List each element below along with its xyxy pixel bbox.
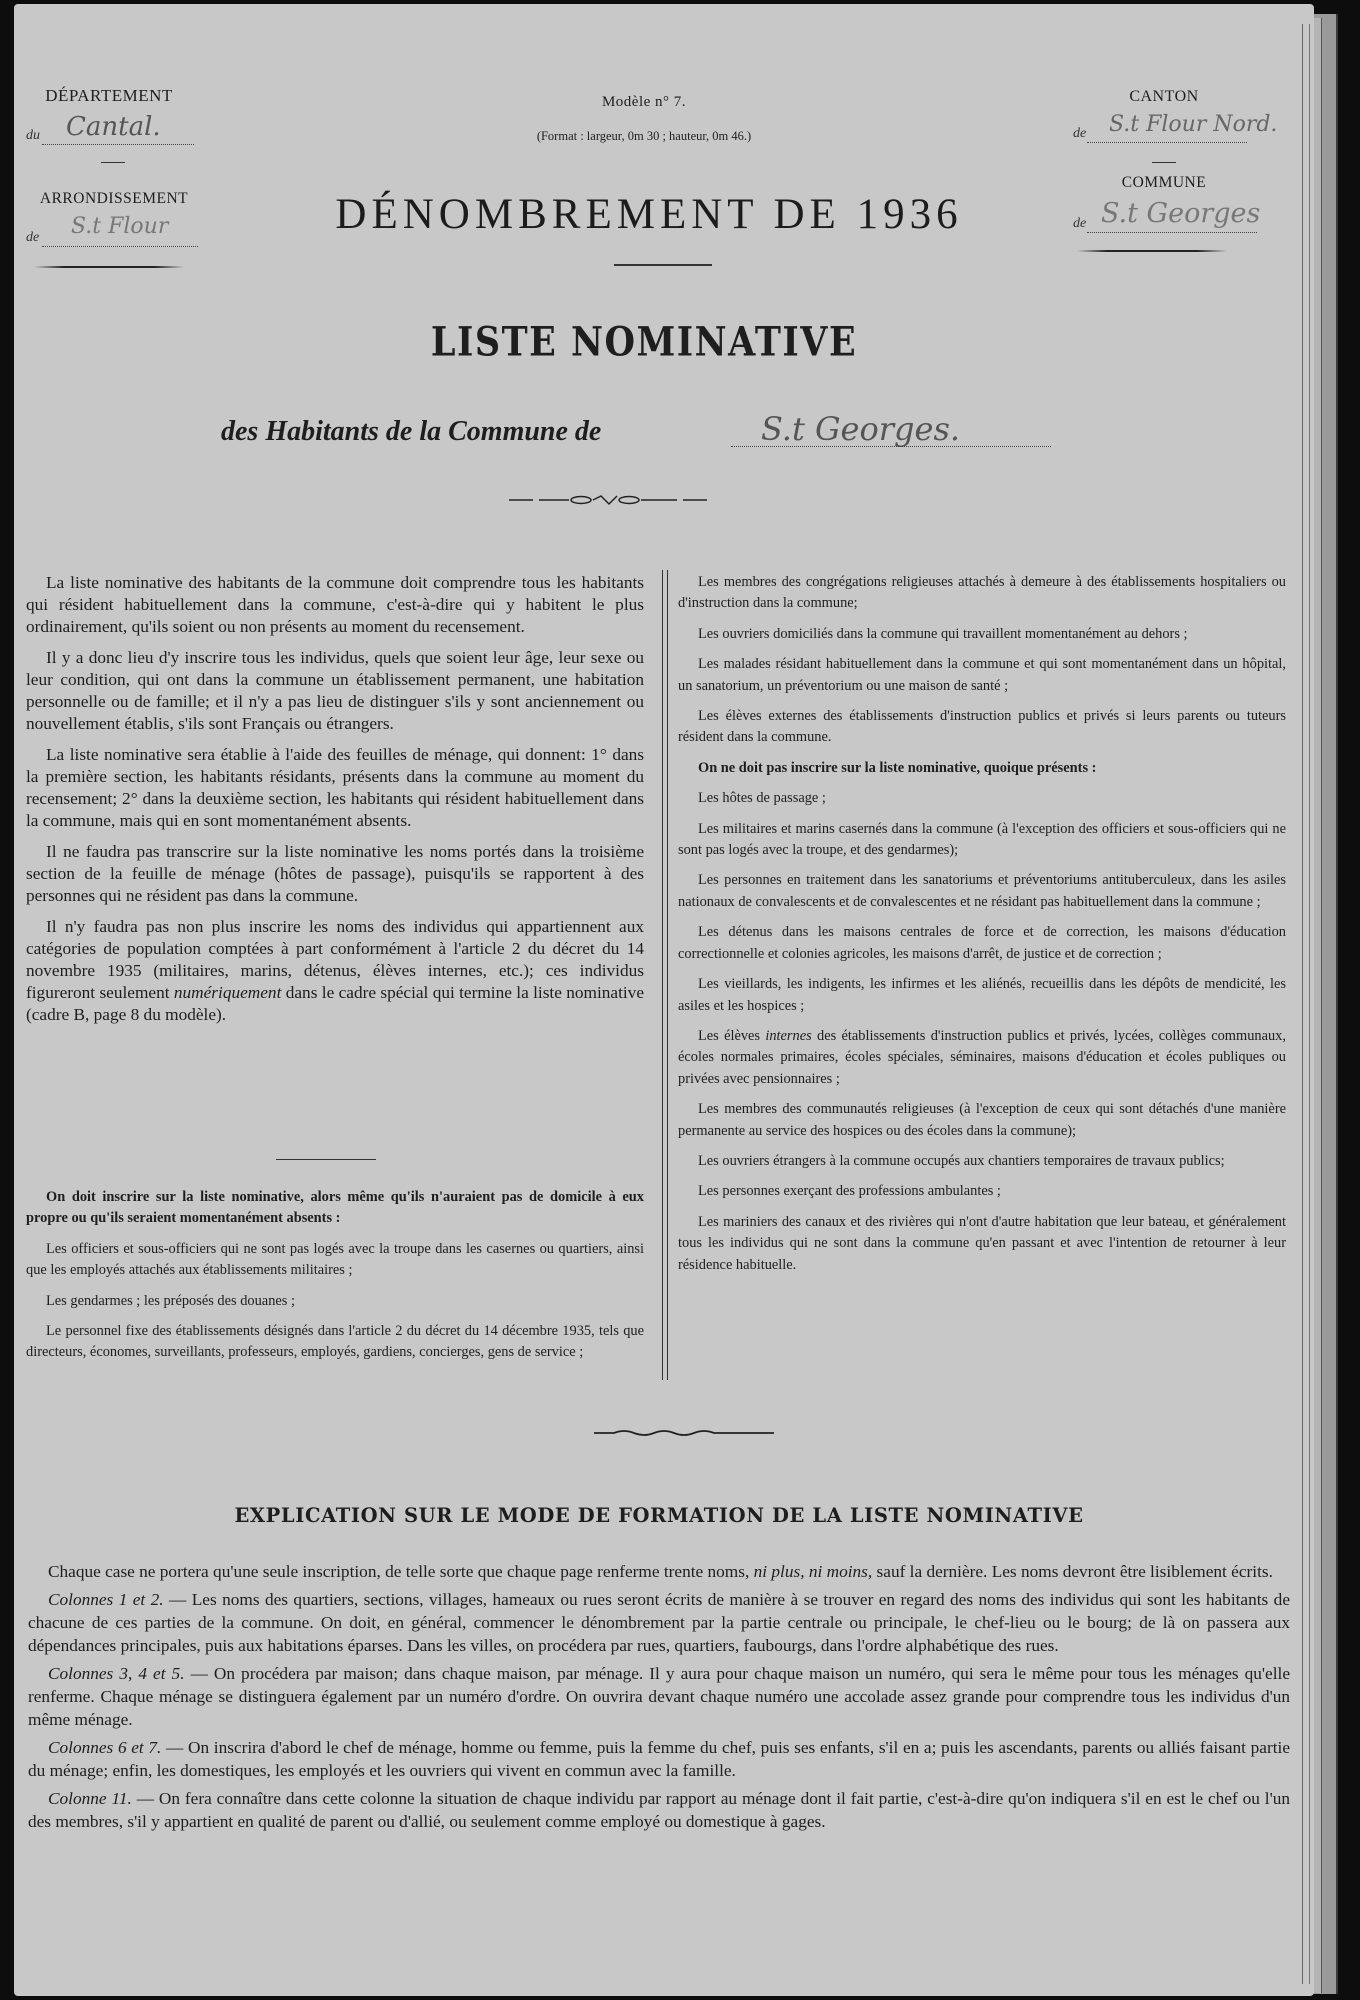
header-flourish-left — [34, 266, 184, 268]
explication-colonnes-1-2 — [28, 1588, 1290, 1657]
commune-field — [1069, 196, 1299, 236]
departement-prefix: du — [26, 128, 40, 143]
ornament-divider-middle — [594, 1424, 774, 1436]
instruction-paragraph: Il y a donc lieu d'y inscrire tous les individus, quels que soient leur âge, leur sexe ou leur condition, qui ont dans la commune un établissement permanent, une habitation personnelle ou de famille; et il n'y a pas lieu de distinguer s'ils y sont anciennement ou nouvellement établis, s'ils sont Français ou étrangers. — [26, 648, 644, 733]
text-run-italic: internes — [765, 1027, 812, 1044]
canton-underline — [1087, 142, 1247, 143]
page-title: DÉNOMBREMENT DE 1936 — [335, 191, 963, 238]
inscrire-item: Le personnel fixe des établissements désignés dans l'article 2 du décret du 14 décembre 1935, tels que directeurs, économes, surveillants, professeurs, employés, gardiens, concierges, gens de service ; — [26, 1323, 644, 1361]
commune-prefix: de — [1073, 216, 1087, 231]
canton-label: CANTON — [1129, 88, 1199, 105]
explication-colonnes-6-7 — [28, 1736, 1290, 1782]
arrondissement-underline — [42, 246, 198, 247]
exclusion-item: Les militaires et marins casernés dans la commune (à l'exception des officiers et sous-officiers qui ne sont pas logés avec la troupe, et des gendarmes); — [678, 820, 1286, 859]
format-note: (Format : largeur, 0m 30 ; hauteur, 0m 46.) — [536, 129, 752, 143]
liste-subtitle-row — [221, 412, 1121, 462]
title-underline — [614, 264, 712, 266]
text-run: — On inscrira d'abord le chef de ménage, homme ou femme, puis la femme du chef, puis ses enfants, s'il en a; puis les ascendants, parents ou alliés faisant partie du ménage; enfin, les domestiques, les employés et les ouvriers qui vivent en commun avec la famille. — [28, 1738, 1290, 1780]
exclusion-item: Les mariniers des canaux et des rivières qui n'ont d'autre habitation que leur bateau, et généralement tous les individus qui ne sont dans la commune qu'en passant et avec l'intention de retourner à leur résidence habituelle. — [678, 1213, 1286, 1273]
departement-label: DÉPARTEMENT — [45, 86, 173, 105]
text-run-italic: numériquement — [173, 983, 282, 1002]
text-run: dans le cadre spécial qui termine la liste nominative (cadre B, page 8 du modèle). — [26, 983, 644, 1024]
instruction-paragraph: La liste nominative des habitants de la commune doit comprendre tous les habitants qui résident habituellement dans la commune, c'est-à-dire qui y habitent le plus ordinairement, qu'ils soient ou non présents au moment du recensement. — [26, 573, 644, 636]
commune-underline — [1087, 232, 1257, 233]
inscrire-item: Les élèves externes des établissements d'instruction publics et privés si leurs parents ou tuteurs résident dans la commune. — [678, 708, 1286, 746]
text-run-italic: ni plus, ni moins, — [753, 1562, 873, 1581]
exclusion-item: Les détenus dans les maisons centrales de force et de correction, les maisons d'éducation correctionnelle et colonies agricoles, les maisons d'arrêt, de justice et de correction ; — [678, 924, 1286, 962]
census-form-page — [14, 4, 1314, 1996]
commune-label: COMMUNE — [1121, 174, 1207, 191]
liste-subtitle: des Habitants de la Commune de — [221, 416, 602, 447]
header-dash — [101, 162, 125, 163]
column-reference: Colonne 11. — [48, 1789, 132, 1808]
exclusion-item: Les vieillards, les indigents, les infirmes et les aliénés, recueillis dans les dépôts de mendicité, les asiles et les hospices ; — [678, 976, 1286, 1014]
text-run: — On fera connaître dans cette colonne la situation de chaque individu par rapport au ménage dont il fait partie, c'est-à-dire qu'on indiquera s'il en est le chef ou l'un des membres, s'il y appartient en qualité de parent ou d'allié, ou seulement comme employé ou domestique à gages. — [28, 1789, 1290, 1831]
inscrire-item: Les membres des congrégations religieuses attachés à demeure à des établissements hospitaliers ou d'instruction dans la commune; — [678, 574, 1286, 612]
instruction-paragraph-cadre-b — [26, 916, 644, 1026]
ne-pas-inscrire-heading: On ne doit pas inscrire sur la liste nominative, quoique présents : — [698, 759, 1097, 776]
header-dash-right — [1152, 162, 1176, 163]
liste-nominative-title: LISTE NOMINATIVE — [430, 318, 858, 367]
text-run: — Les noms des quartiers, sections, villages, hameaux ou rues seront écrits de manière à se trouver en regard des noms des individus qui sont les habitants de chacune de ces parties de la commune. On doit, en général, commencer le dénombrement par la partie centrale ou principale, le chef-lieu ou le bourg; de là on passera aux dépendances principales, puis aux habitations éparses. Dans les villes, on procédera par rues, quartiers, faubourgs, dans l'ordre alphabétique des rues. — [28, 1590, 1290, 1655]
inscrire-section — [26, 1187, 644, 1373]
departement-underline — [42, 144, 194, 145]
header-flourish-right — [1077, 250, 1227, 252]
text-run: sauf la dernière. Les noms devront être lisiblement écrits. — [876, 1562, 1273, 1581]
inscrire-heading: On doit inscrire sur la liste nominative, alors même qu'ils n'auraient pas de domicile à eux propre ou qu'ils seraient momentanément absents : — [26, 1189, 644, 1227]
text-run: — On procédera par maison; dans chaque maison, par ménage. Il y aura pour chaque maison un numéro, qui sera le même pour tous les ménages qu'elle renferme. Chaque ménage se distinguera également par un numéro d'ordre. On ouvrira devant chaque numéro une accolade assez grande pour comprendre tous les individus d'un même ménage. — [28, 1664, 1290, 1729]
text-run: des établissements d'instruction publics et privés, lycées, collèges communaux, écoles normales primaires, écoles spéciales, séminaires, maisons d'éducation et écoles publiques ou privées avec pensionnaires ; — [678, 1027, 1286, 1087]
text-run: Chaque case ne portera qu'une seule inscription, de telle sorte que chaque page renferme trente noms, — [48, 1562, 750, 1581]
departement-value: Cantal. — [66, 112, 161, 142]
instruction-paragraph: La liste nominative sera établie à l'aide des feuilles de ménage, qui donnent: 1° dans la première section, les habitants résidants, présents dans la commune au moment du recensement; 2° dans la deuxième section, les habitants qui résident habituellement dans la commune, mais qui en sont momentanément absents. — [26, 745, 644, 830]
exclusion-item: Les membres des communautés religieuses (à l'exception de ceux qui sont détachés d'une manière permanente au service des hospices ou des écoles dans la commune); — [678, 1101, 1286, 1139]
explication-colonnes-3-4-5 — [28, 1662, 1290, 1731]
exclusion-item: Les personnes en traitement dans les sanatoriums et préventoriums antituberculeux, dans les asiles nationaux de convalescents et de convalescentes et ne résidant pas habituellement dans la commune ; — [678, 872, 1286, 910]
arrondissement-value: S.t Flour — [71, 214, 169, 239]
ornament-flourish-icon — [594, 1427, 774, 1439]
exclusion-item: Les hôtes de passage ; — [698, 790, 826, 807]
inscrire-item: Les gendarmes ; les préposés des douanes ; — [46, 1292, 295, 1309]
text-run: Il n'y faudra pas non plus inscrire les noms des individus qui appartiennent aux catégories de population comptées à part conformément à l'article 2 du décret du 14 novembre 1935 (militaires, marins, détenus, élèves internes, etc.); ces individus figureront seulement — [26, 917, 644, 1002]
explication-title: EXPLICATION SUR LE MODE DE FORMATION DE LA LISTE NOMINATIVE — [234, 1504, 1084, 1527]
ornament-divider-top — [509, 491, 709, 503]
explication-section — [28, 1560, 1290, 1838]
exclusion-item-internes — [678, 1026, 1286, 1090]
page-edge-border — [1302, 24, 1310, 1984]
column-reference: Colonnes 6 et 7. — [48, 1738, 162, 1757]
commune-value: S.t Georges — [1101, 198, 1261, 229]
inscrire-item: Les officiers et sous-officiers qui ne sont pas logés avec la troupe dans les casernes ou quartiers, ainsi que les employés attachés aux établissements militaires ; — [26, 1240, 644, 1279]
column-divider — [662, 570, 668, 1380]
instructions-left-column — [26, 572, 644, 1035]
explication-paragraph — [28, 1560, 1290, 1583]
exclusion-item: Les personnes exerçant des professions ambulantes ; — [698, 1183, 1001, 1200]
arrondissement-field — [26, 216, 201, 248]
liste-commune-handwritten: S.t Georges. — [761, 410, 961, 448]
arrondissement-prefix: de — [26, 230, 40, 245]
column-reference: Colonnes 1 et 2. — [48, 1590, 164, 1609]
modele-number: Modèle n° 7. — [601, 94, 687, 110]
instructions-right-column — [678, 572, 1286, 1285]
explication-colonne-11 — [28, 1787, 1290, 1833]
exclusion-item: Les ouvriers étrangers à la commune occupés aux chantiers temporaires de travaux publics; — [698, 1152, 1225, 1169]
liste-commune-underline — [731, 446, 1051, 447]
canton-prefix: de — [1073, 126, 1087, 141]
left-column-separator — [276, 1159, 376, 1160]
inscrire-item: Les ouvriers domiciliés dans la commune qui travaillent momentanément au dehors ; — [698, 625, 1188, 642]
ornament-flourish-icon — [509, 494, 709, 506]
canton-field — [1069, 112, 1299, 144]
departement-field — [26, 114, 196, 146]
instruction-paragraph: Il ne faudra pas transcrire sur la liste nominative les noms portés dans la troisième section de la feuille de ménage (hôtes de passage), puisqu'ils se rapportent à des personnes qui ne résident pas dans la commune. — [26, 842, 644, 905]
text-run: Les élèves — [698, 1027, 761, 1044]
canton-value: S.t Flour Nord. — [1109, 112, 1278, 137]
arrondissement-label: ARRONDISSEMENT — [39, 190, 189, 207]
column-reference: Colonnes 3, 4 et 5. — [48, 1664, 185, 1683]
inscrire-item: Les malades résidant habituellement dans la commune et qui sont momentanément dans un hôpital, un sanatorium, un préventorium ou une maison de santé ; — [678, 656, 1286, 694]
